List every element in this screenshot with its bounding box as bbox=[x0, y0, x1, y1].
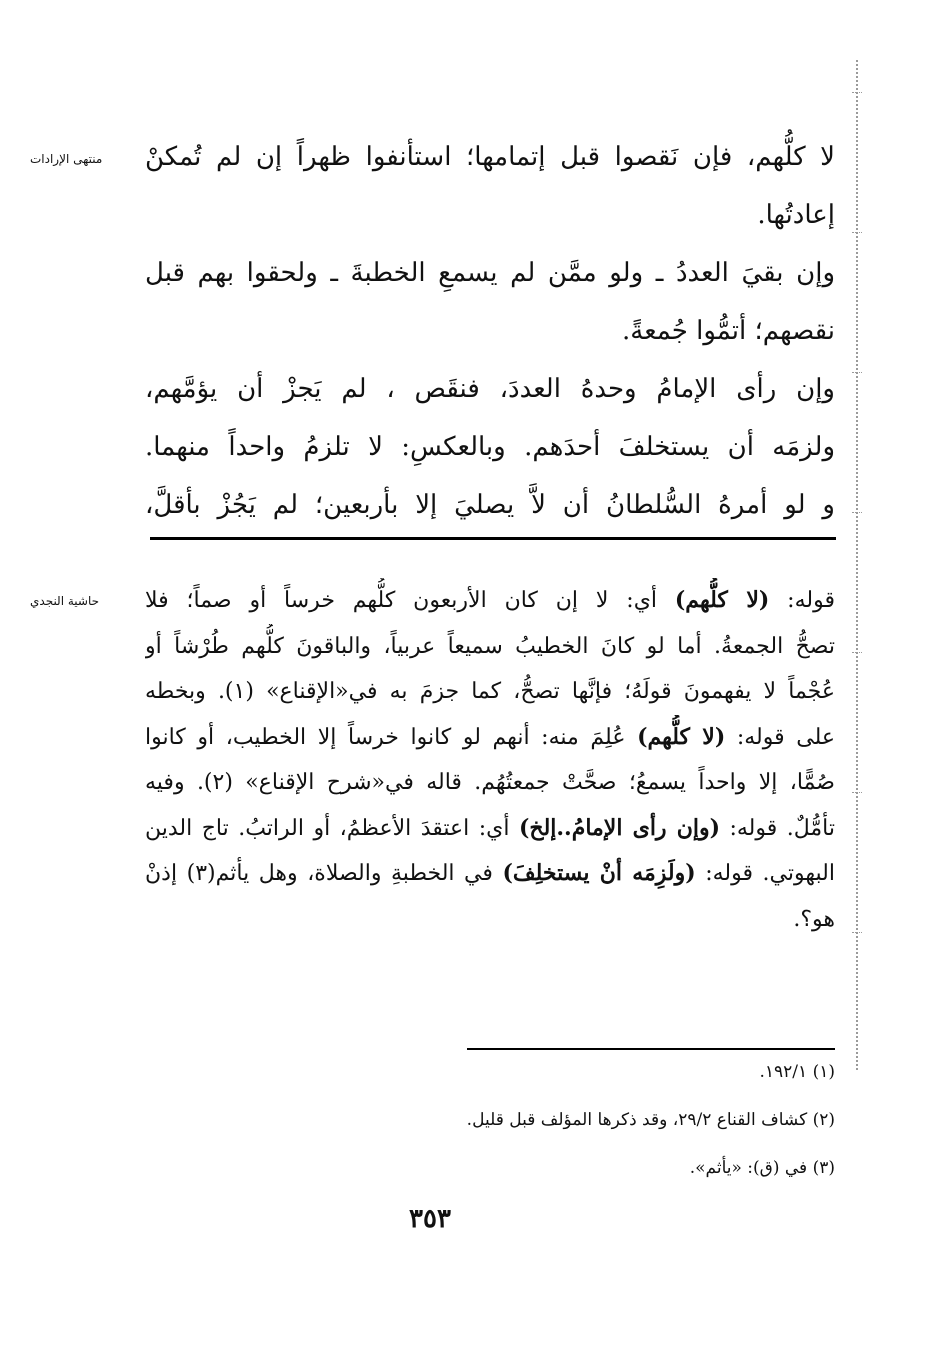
commentary-text: تأمُّلٌ. قوله: bbox=[720, 815, 835, 841]
commentary-text: في الخطبةِ والصلاة، وهل يأثم(٣) إذنْ bbox=[145, 861, 503, 886]
page-number: ٣٥٣ bbox=[409, 1204, 451, 1234]
gutter-tick bbox=[852, 232, 862, 233]
commentary-block bbox=[145, 578, 835, 942]
commentary-text: على قوله: bbox=[725, 724, 835, 750]
main-text-line: إعادتُها. bbox=[757, 200, 835, 230]
commentary-text: قوله: bbox=[769, 588, 835, 613]
commentary-line bbox=[145, 806, 835, 852]
commentary-line: هو؟. bbox=[793, 906, 835, 932]
commentary-line: تصحُّ الجمعةُ. أما لو كانَ الخطيبُ سميعاً عربياً، والباقونَ كلُّهم طُرْشاً أو bbox=[145, 633, 835, 659]
commentary-line bbox=[145, 851, 835, 897]
footnote-2: (٢) كشاف القناع ٢٩/٢، وقد ذكرها المؤلف قبل قليل. bbox=[466, 1110, 835, 1130]
quoted-phrase: (لا كلُّهم) bbox=[674, 587, 770, 613]
footnote-divider-rule bbox=[467, 1048, 835, 1050]
side-label-main-text: منتهى الإرادات bbox=[30, 152, 103, 166]
main-text-line: وإن رأى الإمامُ وحدهُ العددَ، فنقَص ، لم يَجزْ أن يؤمَّهم، bbox=[145, 374, 835, 404]
main-text-line: لا كلُّهم، فإن نَقصوا قبل إتمامها؛ استأنفوا ظهراً إن لم تُمكنْ bbox=[145, 142, 835, 172]
side-label-commentary: حاشية النجدي bbox=[30, 594, 100, 608]
commentary-line: عُجْماً لا يفهمونَ قولَهُ؛ فإنَّها تصحُّ، كما جزمَ به في«الإقناع» (١). وبخطه bbox=[145, 679, 835, 704]
commentary-line bbox=[145, 578, 835, 624]
gutter-tick bbox=[852, 792, 862, 793]
binding-gutter-dotted-line bbox=[856, 60, 858, 1070]
commentary-text: أي: اعتقدَ الأعظمُ، أو الراتبُ. تاج الدين bbox=[145, 815, 519, 841]
footnote-3: (٣) في (ق): «يأثم». bbox=[689, 1158, 835, 1178]
commentary-text: البهوتي. قوله: bbox=[695, 861, 835, 886]
commentary-line bbox=[145, 715, 835, 761]
main-text-line: وإن بقيَ العددُ ـ ولو ممَّن لم يسمعِ الخطبةَ ـ ولحقوا بهم قبل bbox=[145, 258, 835, 288]
quoted-phrase: (وإن رأى الإمامُ..إلخ) bbox=[518, 814, 720, 841]
commentary-line: صُمًّا، إلا واحداً يسمعُ؛ صحَّتْ جمعتُهُم. قاله في«شرح الإقناع» (٢). وفيه bbox=[145, 770, 835, 795]
gutter-tick bbox=[852, 932, 862, 933]
commentary-text: عُلِمَ منه: أنهم لو كانوا خرساً إلا الخطيب، أو كانوا bbox=[145, 724, 638, 750]
main-text-line: و لو أمرهُ السُّلطانُ أن لاَّ يصليَ إلا بأربعين؛ لم يَجُزْ بأقلَّ، bbox=[145, 490, 835, 520]
main-text-line: ولزمَه أن يستخلفَ أحدَهم. وبالعكسِ: لا تلزمُ واحداً منهما. bbox=[145, 432, 835, 462]
section-divider-rule bbox=[150, 537, 836, 540]
gutter-tick bbox=[852, 92, 862, 93]
main-text-block bbox=[145, 128, 835, 534]
quoted-phrase: (ولَزِمَه أنْ يستخلِفَ) bbox=[502, 860, 696, 886]
gutter-tick bbox=[852, 652, 862, 653]
main-text-line: نقصهم؛ أتمُّوا جُمعةً. bbox=[621, 316, 835, 346]
footnote-1: (١) ١٩٢/١. bbox=[759, 1062, 835, 1082]
quoted-phrase: (لا كلُّهم) bbox=[637, 723, 726, 750]
gutter-tick bbox=[852, 372, 862, 373]
gutter-tick bbox=[852, 512, 862, 513]
commentary-text: أي: لا إن كان الأربعون كلُّهم خرساً أو صماً؛ فلا bbox=[145, 588, 675, 613]
